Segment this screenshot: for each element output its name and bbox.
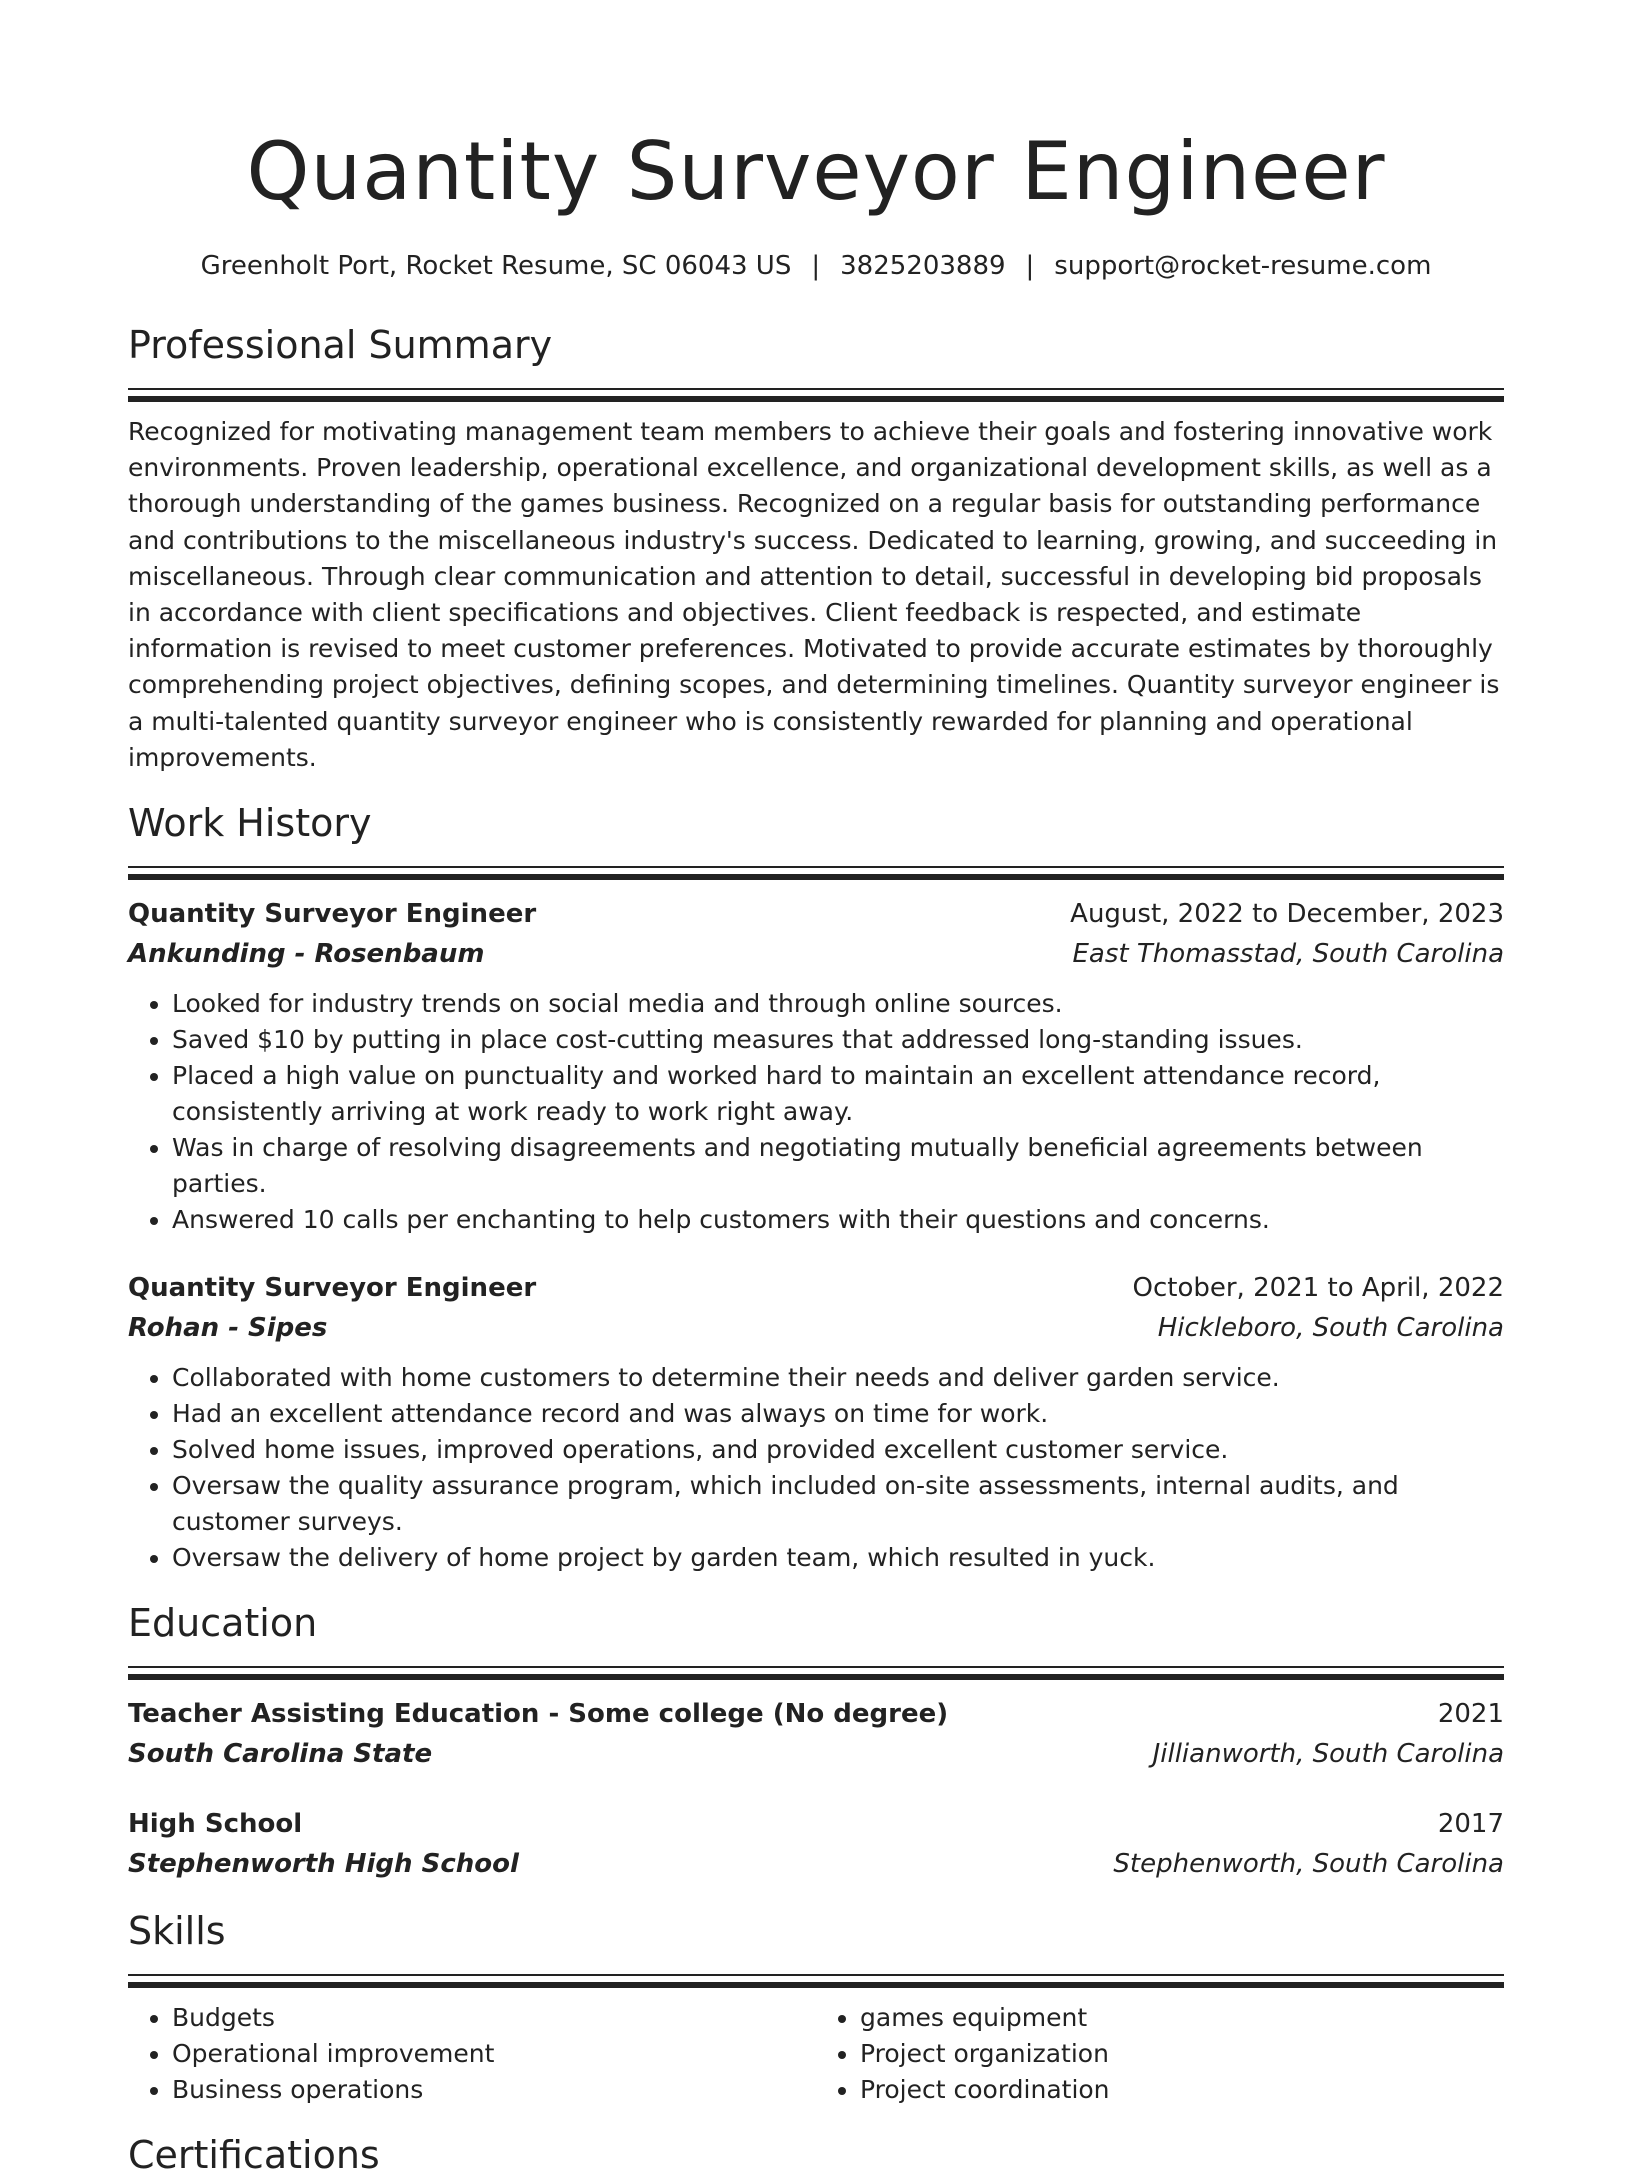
contact-separator: | xyxy=(1025,251,1035,281)
candidate-name: Quantity Surveyor Engineer xyxy=(246,125,1386,218)
skill-item: • Budgets xyxy=(172,2000,816,2036)
job-entry xyxy=(128,894,1504,1238)
school-location: Stephenworth, South Carolina xyxy=(1113,1849,1504,1880)
education-section xyxy=(128,1598,1504,1884)
job-location: Hickleboro, South Carolina xyxy=(1157,1313,1504,1344)
job-company: Rohan - Sipes xyxy=(128,1313,328,1344)
section-divider xyxy=(128,388,1504,402)
job-company: Ankunding - Rosenbaum xyxy=(128,939,485,970)
skills-section xyxy=(128,1906,1504,2108)
list-item: • Answered 10 calls per enchanting to help customers with their questions and concerns. xyxy=(172,1202,1504,1238)
job-bullets xyxy=(128,1360,1504,1576)
job-title: Quantity Surveyor Engineer xyxy=(128,899,537,930)
skill-item: • Business operations xyxy=(172,2072,816,2108)
list-item: • Oversaw the quality assurance program, which included on-site assessments, internal audits, and customer surveys. xyxy=(172,1468,1504,1540)
section-title-summary: Professional Summary xyxy=(128,323,553,367)
list-item: • Was in charge of resolving disagreements and negotiating mutually beneficial agreements between parties. xyxy=(172,1130,1504,1202)
school-location: Jillianworth, South Carolina xyxy=(1152,1739,1504,1770)
skill-item: • Project coordination xyxy=(860,2072,1504,2108)
degree-title: Teacher Assisting Education - Some college (No degree) xyxy=(128,1699,949,1730)
contact-separator: | xyxy=(811,251,821,281)
section-divider xyxy=(128,866,1504,880)
list-item: • Saved $10 by putting in place cost-cutting measures that addressed long-standing issues. xyxy=(172,1022,1504,1058)
section-title-work: Work History xyxy=(128,801,372,846)
work-section xyxy=(128,798,1504,1576)
school-name: South Carolina State xyxy=(128,1739,433,1770)
degree-title: High School xyxy=(128,1809,303,1840)
skill-item: • games equipment xyxy=(860,2000,1504,2036)
skills-list xyxy=(128,2000,1504,2108)
list-item: • Placed a high value on punctuality and worked hard to maintain an excellent attendance record, consistently arriving at work ready to work right away. xyxy=(172,1058,1504,1130)
skill-item: • Project organization xyxy=(860,2036,1504,2072)
job-title: Quantity Surveyor Engineer xyxy=(128,1273,537,1304)
education-entry xyxy=(128,1804,1504,1884)
section-title-skills: Skills xyxy=(128,1909,226,1954)
certifications-section xyxy=(128,2130,1504,2180)
skills-column-right xyxy=(816,2000,1504,2108)
job-bullets xyxy=(128,986,1504,1238)
education-year: 2017 xyxy=(1437,1809,1504,1840)
list-item: • Oversaw the delivery of home project by garden team, which resulted in yuck. xyxy=(172,1540,1504,1576)
job-entry xyxy=(128,1268,1504,1576)
section-title-education: Education xyxy=(128,1601,318,1646)
education-entry xyxy=(128,1694,1504,1774)
summary-section xyxy=(128,320,1504,776)
section-divider xyxy=(128,1974,1504,1988)
section-title-certifications: Certifications xyxy=(128,2133,380,2178)
contact-address: Greenholt Port, Rocket Resume, SC 06043 US xyxy=(200,251,792,281)
education-year: 2021 xyxy=(1437,1699,1504,1730)
contact-email: support@rocket-resume.com xyxy=(1054,251,1432,281)
summary-text: Recognized for motivating management team members to achieve their goals and fostering innovative work environments. Proven leadership, operational excellence, and organizational development skills, as well as a thorough understanding of the games business. Recognized on a regular basis for outstanding performance and contributions to the miscellaneous industry's success. Dedicated to learning, growing, and succeeding in miscellaneous. Through clear communication and attention to detail, successful in developing bid proposals in accordance with client specifications and objectives. Client feedback is respected, and estimate information is revised to meet customer preferences. Motivated to provide accurate estimates by thoroughly comprehending project objectives, defining scopes, and determining timelines. Quantity surveyor engineer is a multi-talented quantity surveyor engineer who is consistently rewarded for planning and operational improvements. xyxy=(128,417,1500,772)
job-dates: August, 2022 to December, 2023 xyxy=(1070,899,1504,930)
contact-line xyxy=(128,246,1504,286)
job-location: East Thomasstad, South Carolina xyxy=(1072,939,1504,970)
school-name: Stephenworth High School xyxy=(128,1849,519,1880)
job-dates: October, 2021 to April, 2022 xyxy=(1132,1273,1504,1304)
list-item: • Looked for industry trends on social media and through online sources. xyxy=(172,986,1504,1022)
skill-item: • Operational improvement xyxy=(172,2036,816,2072)
section-divider xyxy=(128,1666,1504,1680)
skills-column-left xyxy=(128,2000,816,2108)
list-item: • Collaborated with home customers to determine their needs and deliver garden service. xyxy=(172,1360,1504,1396)
list-item: • Solved home issues, improved operations, and provided excellent customer service. xyxy=(172,1432,1504,1468)
list-item: • Had an excellent attendance record and was always on time for work. xyxy=(172,1396,1504,1432)
contact-phone: 3825203889 xyxy=(840,251,1006,281)
